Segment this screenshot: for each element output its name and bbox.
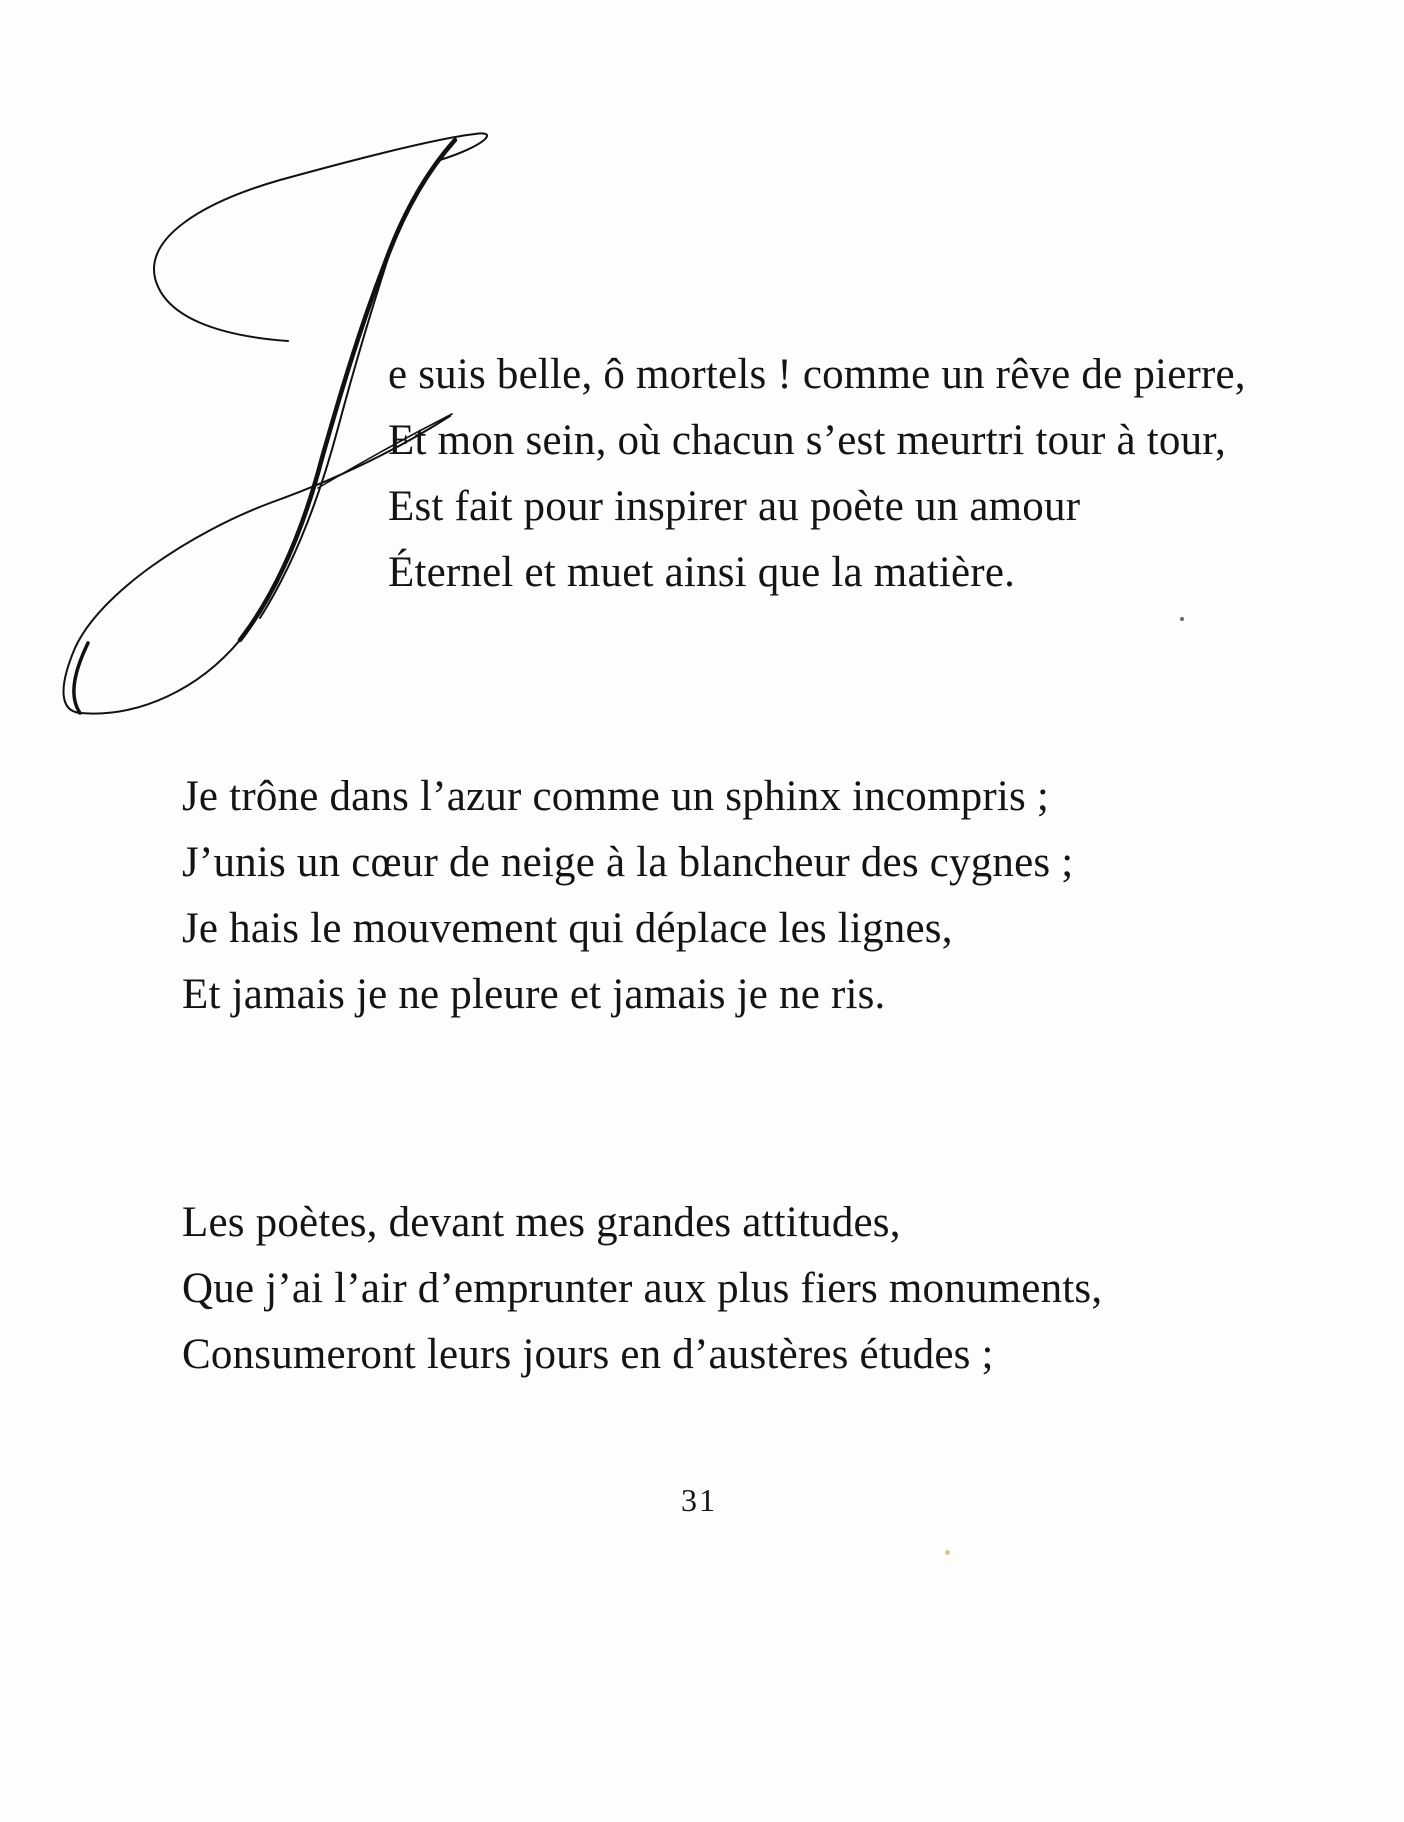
verse-line: Je trône dans l’azur comme un sphinx incompris ;	[182, 773, 1050, 820]
verse-line: e suis belle, ô mortels ! comme un rêve de pierre,	[388, 351, 1246, 398]
stanza-1	[388, 342, 1246, 606]
verse-line: Et jamais je ne pleure et jamais je ne ris.	[182, 971, 886, 1018]
verse-line: Que j’ai l’air d’emprunter aux plus fiers monuments,	[182, 1265, 1103, 1312]
verse-line: Consumeront leurs jours en d’austères études ;	[182, 1331, 994, 1378]
paper-speck	[945, 1550, 950, 1555]
page-number: 31	[681, 1482, 717, 1518]
paper-speck	[1180, 617, 1184, 621]
verse-line: Et mon sein, où chacun s’est meurtri tour à tour,	[388, 417, 1227, 464]
verse-line: Les poètes, devant mes grandes attitudes,	[182, 1199, 901, 1246]
verse-line: Est fait pour inspirer au poète un amour	[388, 483, 1081, 530]
verse-line: Je hais le mouvement qui déplace les lignes,	[182, 905, 953, 952]
stanza-2	[182, 764, 1073, 1028]
verse-line: J’unis un cœur de neige à la blancheur des cygnes ;	[182, 839, 1074, 886]
stanza-3	[182, 1190, 1102, 1388]
verse-line: Éternel et muet ainsi que la matière.	[388, 549, 1016, 596]
